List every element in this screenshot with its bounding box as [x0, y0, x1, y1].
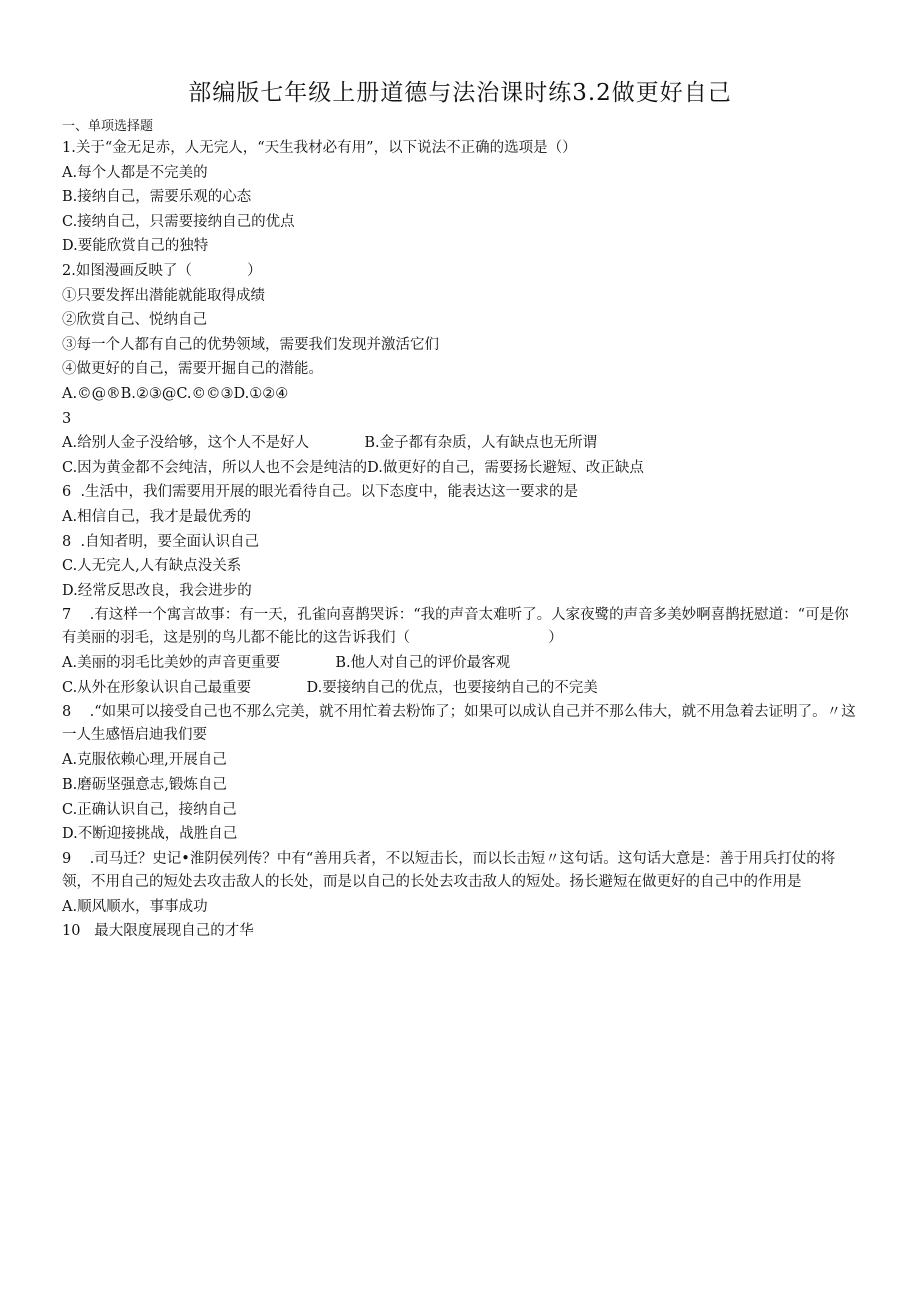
- text-line: 7 .有这样一个寓言故事：有一天，孔雀向喜鹊哭诉：“我的声音太难听了。人家夜鹭的声音多美妙啊喜鹊抚慰道：“可是你有美丽的羽毛，这是别的鸟儿都不能比的这告诉我们（ ）: [62, 607, 849, 647]
- text-line: C.接纳自己，只需要接纳自己的优点: [62, 213, 295, 230]
- text-line: 8 .自知者明，要全面认识自己: [62, 533, 260, 550]
- text-line: C.正确认识自己，接纳自己: [62, 801, 237, 818]
- text-line: 9 .司马迁？史记•淮阴侯列传？中有“善用兵者，不以短击长，而以长击短〃这句话。这句话大意是：善于用兵打仗的将领，不用自己的短处去攻击敌人的长处，而是以自己的长处去攻击敌人的短处。扬长避短在做更好的自己中的作用是: [62, 850, 836, 890]
- text-line: 2.如图漫画反映了（ ）: [62, 262, 262, 279]
- text-line: A.©@®B.②③@C.©©③D.①②④: [62, 385, 289, 402]
- text-line: 1.关于“金无足赤，人无完人，“天生我材必有用”，以下说法不正确的选项是（）: [62, 140, 577, 156]
- text-line: B.磨砺坚强意志,锻炼自己: [62, 777, 227, 794]
- text-line: C.从外在形象认识自己最重要 D.要接纳自己的优点，也要接纳自己的不完美: [62, 679, 598, 696]
- text-line: ③每一个人都有自己的优势领域，需要我们发现并激活它们: [62, 336, 439, 353]
- text-line: 3: [62, 410, 72, 427]
- text-line: B.接纳自己，需要乐观的心态: [62, 189, 252, 206]
- question-list: [62, 136, 862, 944]
- text-line: A.美丽的羽毛比美妙的声音更重要 B.他人对自己的评价最客观: [62, 655, 511, 672]
- text-line: 6 .生活中，我们需要用开展的眼光看待自己。以下态度中，能表达这一要求的是: [62, 484, 579, 501]
- text-line: C.人无完人,人有缺点没关系: [62, 558, 242, 575]
- text-line: D.要能欣赏自己的独特: [62, 238, 209, 255]
- text-line: A.相信自己，我才是最优秀的: [62, 508, 252, 525]
- text-line: A.顺风顺水，事事成功: [62, 898, 208, 915]
- text-line: ②欣赏自己、悦纳自己: [62, 312, 207, 329]
- text-line: ④做更好的自己，需要开掘自己的潜能。: [62, 361, 323, 378]
- text-line: C.因为黄金都不会纯洁，所以人也不会是纯洁的D.做更好的自己，需要扬长避短、改正缺点: [62, 459, 644, 476]
- text-line: D.经常反思改良，我会进步的: [62, 582, 252, 599]
- text-line: ①只要发挥出潜能就能取得成绩: [62, 287, 265, 304]
- text-line: 10 最大限度展现自己的才华: [62, 923, 254, 940]
- text-line: A.每个人都是不完美的: [62, 164, 208, 181]
- text-line: A.给别人金子没给够，这个人不是好人 B.金子都有杂质，人有缺点也无所谓: [62, 435, 598, 452]
- section-heading: 一、单项选择题: [62, 119, 154, 134]
- text-line: A.克服依赖心理,开展自己: [62, 752, 227, 769]
- text-line: 8 .“如果可以接受自己也不那么完美，就不用忙着去粉饰了；如果可以成认自己并不那么伟大，就不用急着去证明了。〃这一人生感悟启迪我们要: [62, 704, 856, 744]
- page-title: 部编版七年级上册道德与法治课时练3.2做更好自己: [188, 80, 732, 106]
- text-line: D.不断迎接挑战，战胜自己: [62, 826, 238, 843]
